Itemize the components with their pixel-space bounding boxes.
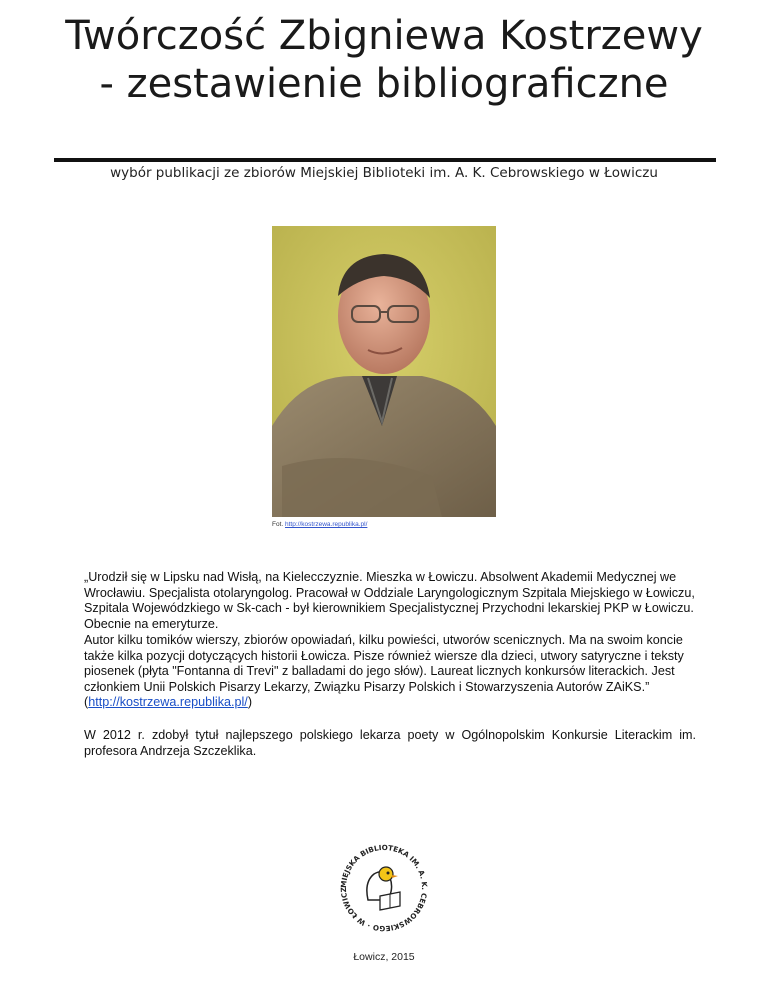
document-subtitle: wybór publikacji ze zbiorów Miejskiej Biblioteki im. A. K. Cebrowskiego w Łowiczu — [110, 165, 658, 181]
photo-credit-prefix: Fot. — [272, 521, 284, 528]
document-title — [0, 12, 768, 108]
author-portrait-image — [272, 226, 496, 517]
bio-paragraph-2 — [84, 633, 696, 711]
photo-credit — [272, 521, 367, 528]
title-line-1: Twórczość Zbigniewa Kostrzewy — [65, 13, 703, 59]
footer-place-date: Łowicz, 2015 — [353, 951, 415, 963]
library-seal — [334, 838, 434, 938]
award-paragraph: W 2012 r. zdobył tytuł najlepszego polskiego lekarza poety w Ogólnopolskim Konkursie Literackim im. profesora Andrzeja Szczeklika. — [84, 728, 696, 758]
library-seal-logo — [334, 838, 434, 938]
photo-credit-link[interactable]: http://kostrzewa.republika.pl/ — [285, 521, 368, 528]
bio-paragraph-2-text: Autor kilku tomików wierszy, zbiorów opowiadań, kilku powieści, utworów scenicznych. Ma na swoim koncie także kilka pozycji dotyczących historii Łowicza. Pisze również wiersze dla dzieci, utwory satyryczne i teksty piosenek (płyta "Fontanna di Trevi" z balladami do jego słów). Laureat licznych konkursów literackich. Jest członkiem Unii Polskich Pisarzy Lekarzy, Związku Pisarzy Polskich i Stowarzyszenia Autorów ZAiKS.” ( — [84, 633, 684, 710]
bio-source-link[interactable]: http://kostrzewa.republika.pl/ — [88, 695, 248, 710]
seal-text: MIEJSKA BIBLIOTEKA IM. A. K. CEBROWSKIEGO · W ŁOWICZ — [338, 842, 430, 934]
title-line-2: - zestawienie bibliograficzne — [99, 61, 669, 107]
bio-paragraph-2-close: ) — [247, 695, 253, 710]
author-photo — [272, 226, 496, 517]
bio-paragraph-1: „Urodził się w Lipsku nad Wisłą, na Kielecczyznie. Mieszka w Łowiczu. Absolwent Akademii Medycznej we Wrocławiu. Specjalista otolaryngolog. Pracował w Oddziale Laryngologicznym Szpitala Miejskiego w Łowiczu, Szpitala Wojewódzkiego w Sk-cach - był kierownikiem Specjalistycznej Przychodni lekarskiej PKP w Łowiczu. Obecnie na emeryturze. — [84, 570, 695, 631]
title-underline — [54, 158, 716, 162]
